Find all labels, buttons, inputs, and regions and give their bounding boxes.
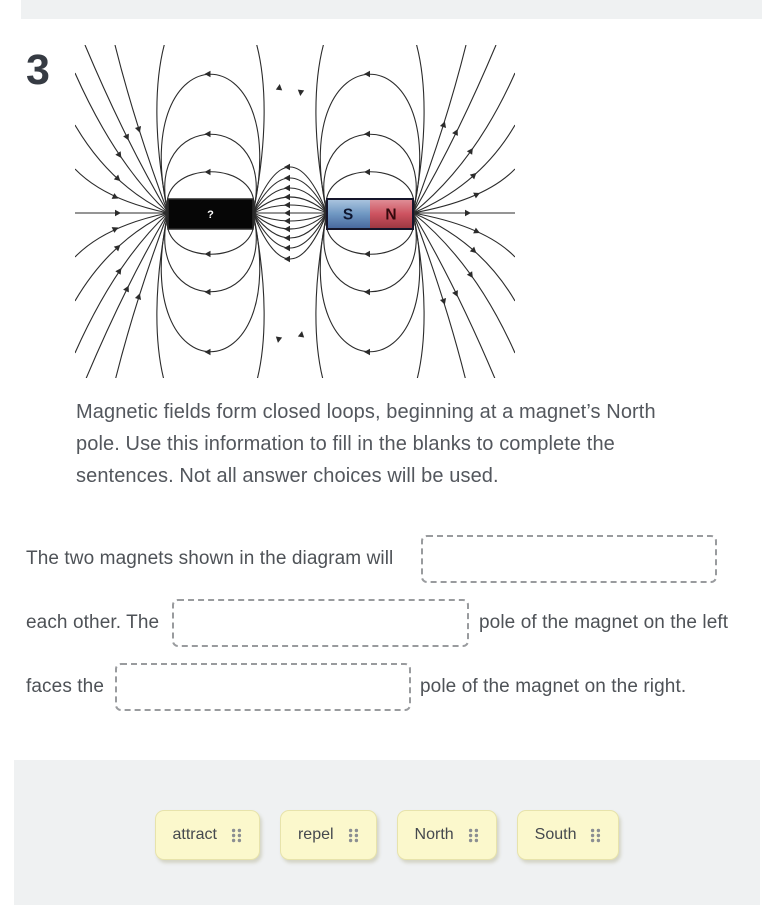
sentence-text: faces the [26, 676, 105, 697]
chip-label: attract [172, 826, 217, 843]
instruction-line: sentences. Not all answer choices will be used. [76, 465, 499, 487]
drag-handle-icon[interactable] [590, 828, 601, 843]
top-strip [21, 0, 762, 19]
answer-chip-north[interactable] [397, 810, 497, 860]
left-magnet [168, 199, 253, 229]
answer-chip-repel[interactable] [280, 810, 377, 860]
answer-chips [14, 810, 760, 860]
sentence-text: pole of the magnet on the left [479, 612, 729, 633]
fill-blank-row-1 [0, 535, 778, 583]
fill-blank-row-3 [0, 663, 778, 711]
sentence-text: The two magnets shown in the diagram will [26, 548, 394, 569]
chip-label: repel [297, 826, 334, 843]
magnetic-field-diagram [75, 45, 515, 378]
sentence-text: pole of the magnet on the right. [420, 676, 687, 697]
field-lines [75, 45, 515, 378]
drag-handle-icon[interactable] [231, 828, 242, 843]
instruction-line: pole. Use this information to fill in the blanks to complete the [76, 433, 615, 455]
instruction-text [76, 396, 746, 492]
drag-handle-icon[interactable] [468, 828, 479, 843]
chip-label: North [414, 826, 454, 843]
south-pole-label: S [342, 206, 354, 224]
magnet-question-label: ? [207, 209, 214, 221]
chip-label: South [534, 826, 577, 843]
answer-chip-south[interactable] [517, 810, 620, 860]
answer-chip-attract[interactable] [155, 810, 260, 860]
north-pole-label: N [385, 206, 397, 224]
sentence-text: each other. The [26, 612, 160, 633]
answer-blank-3[interactable] [115, 663, 411, 711]
right-magnet [327, 199, 413, 229]
instruction-line: Magnetic fields form closed loops, beginning at a magnet’s North [76, 401, 656, 423]
answer-bank-panel [14, 760, 760, 905]
answer-blank-2[interactable] [172, 599, 469, 647]
question-number: 3 [26, 46, 49, 94]
fill-blank-row-2 [0, 599, 778, 647]
drag-handle-icon[interactable] [348, 828, 359, 843]
answer-blank-1[interactable] [421, 535, 717, 583]
